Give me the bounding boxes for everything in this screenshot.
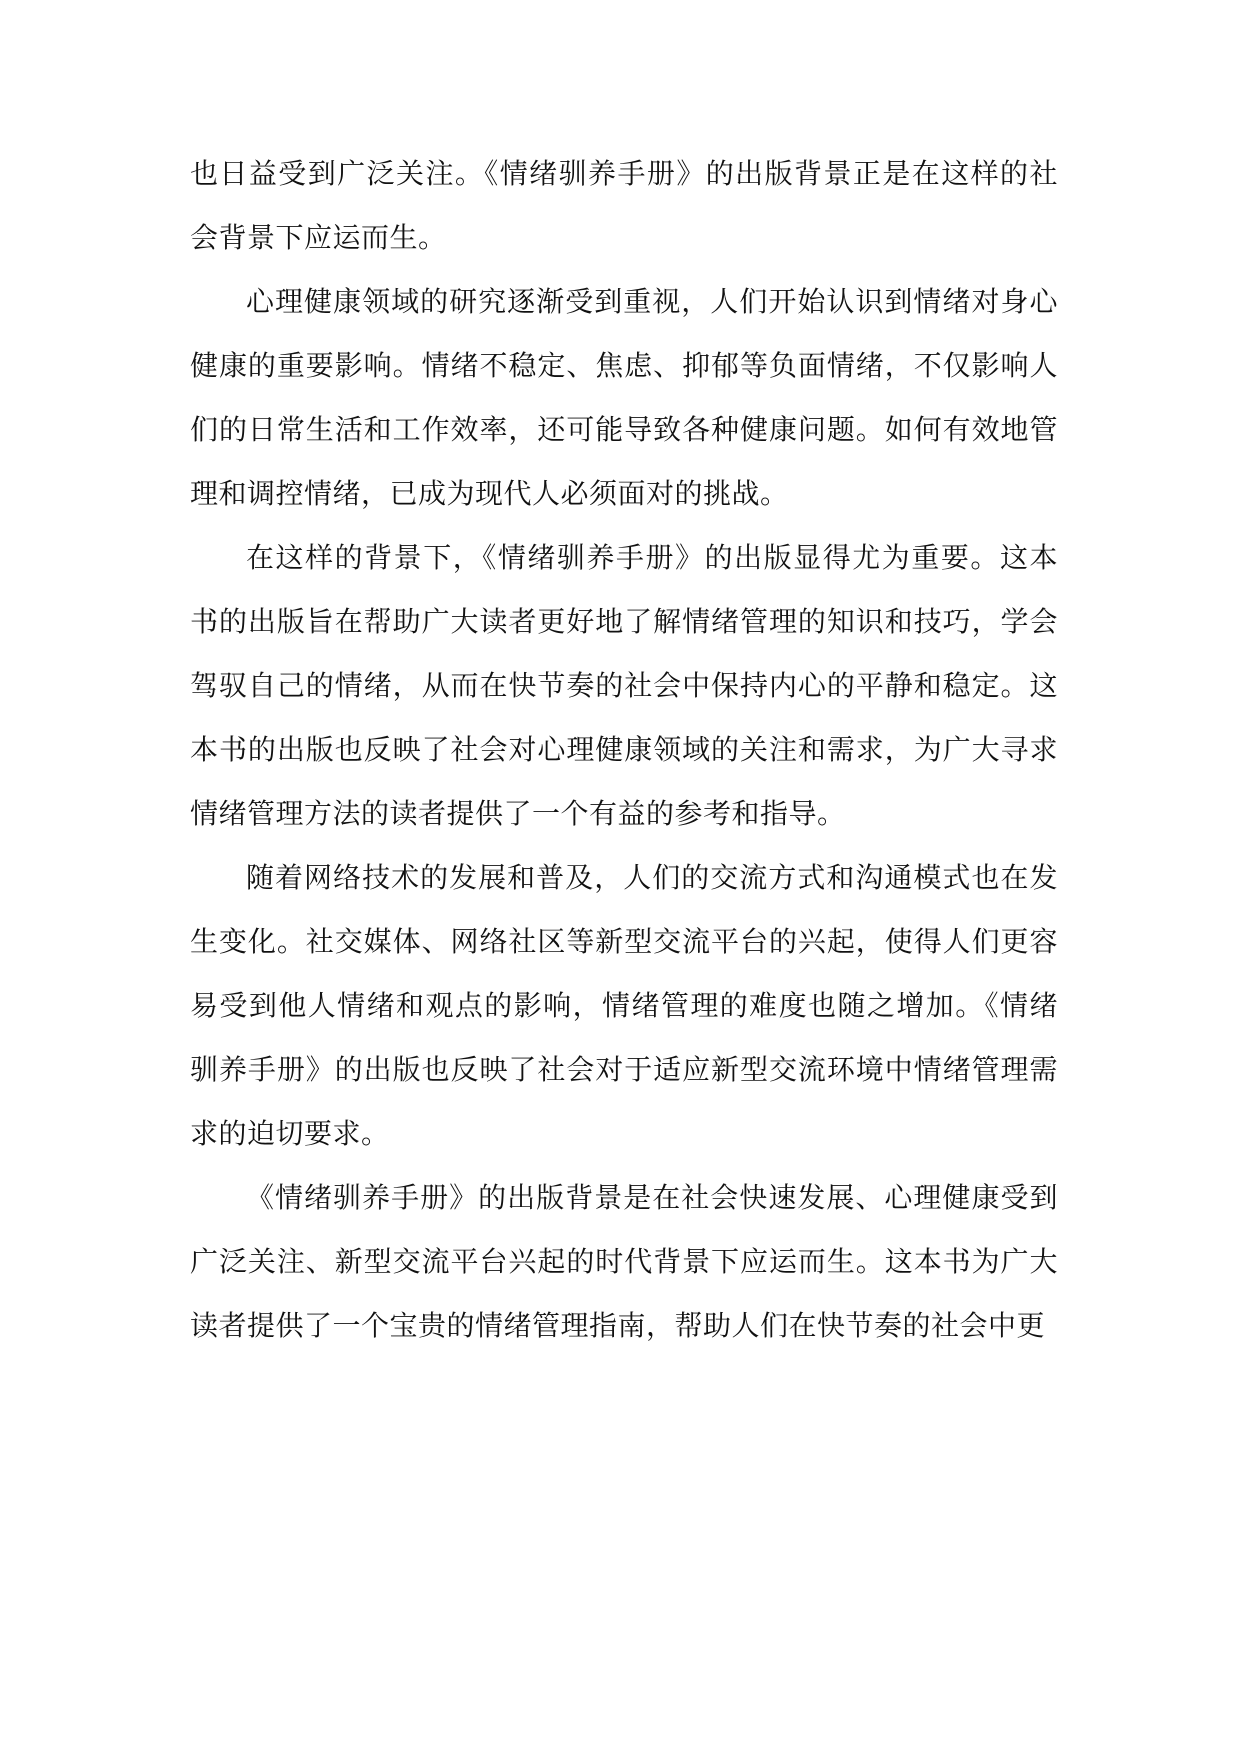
paragraph-continuation: 也日益受到广泛关注。《情绪驯养手册》的出版背景正是在这样的社会背景下应运而生。: [190, 157, 1058, 254]
paragraph: 心理健康领域的研究逐渐受到重视，人们开始认识到情绪对身心健康的重要影响。情绪不稳定、焦虑、抑郁等负面情绪，不仅影响人们的日常生活和工作效率，还可能导致各种健康问题。如何有效地管理和调控情绪，已成为现代人必须面对的挑战。: [190, 285, 1058, 510]
paragraph: 《情绪驯养手册》的出版背景是在社会快速发展、心理健康受到广泛关注、新型交流平台兴起的时代背景下应运而生。这本书为广大读者提供了一个宝贵的情绪管理指南，帮助人们在快节奏的社会中更: [190, 1181, 1058, 1342]
paragraph: 随着网络技术的发展和普及，人们的交流方式和沟通模式也在发生变化。社交媒体、网络社区等新型交流平台的兴起，使得人们更容易受到他人情绪和观点的影响，情绪管理的难度也随之增加。《情绪驯养手册》的出版也反映了社会对于适应新型交流环境中情绪管理需求的迫切要求。: [190, 861, 1058, 1150]
body-text: [190, 142, 1058, 1358]
paragraph: 在这样的背景下，《情绪驯养手册》的出版显得尤为重要。这本书的出版旨在帮助广大读者更好地了解情绪管理的知识和技巧，学会驾驭自己的情绪，从而在快节奏的社会中保持内心的平静和稳定。这本书的出版也反映了社会对心理健康领域的关注和需求，为广大寻求情绪管理方法的读者提供了一个有益的参考和指导。: [190, 541, 1058, 830]
